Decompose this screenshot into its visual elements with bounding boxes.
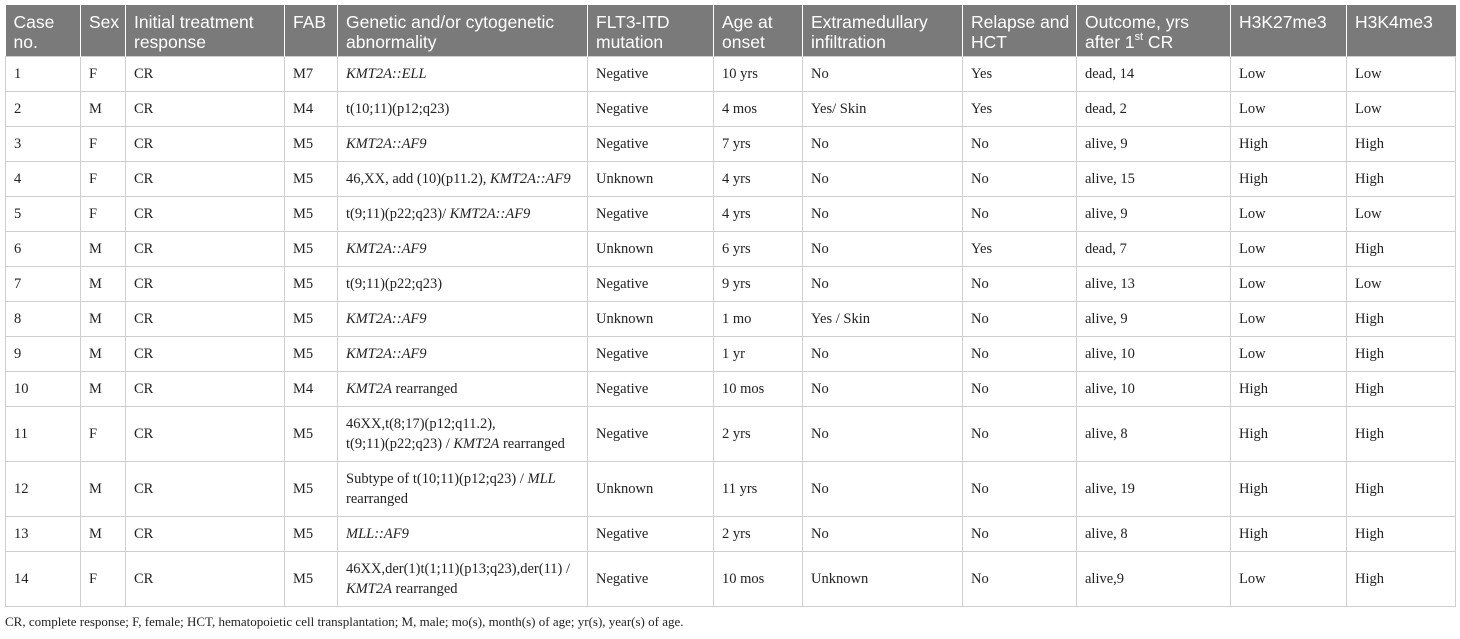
cell-outcome: dead, 14 bbox=[1077, 56, 1231, 91]
gene-name-italic: KMT2A::AF9 bbox=[346, 310, 427, 327]
cell-extramedullary-infiltration: No bbox=[803, 406, 963, 461]
cell-h3k4me3: High bbox=[1347, 551, 1456, 606]
cell-age-at-onset: 6 yrs bbox=[714, 231, 803, 266]
table-row bbox=[6, 56, 1456, 91]
cell-outcome: alive, 9 bbox=[1077, 301, 1231, 336]
cell-genetic-abnormality bbox=[338, 91, 588, 126]
header-h3k4me3: H3K4me3 bbox=[1347, 5, 1456, 56]
gene-name-italic: KMT2A::AF9 bbox=[346, 345, 427, 362]
cell-extramedullary-infiltration: No bbox=[803, 196, 963, 231]
cell-h3k4me3: High bbox=[1347, 126, 1456, 161]
cell-case-no: 12 bbox=[6, 461, 81, 516]
cell-h3k4me3: High bbox=[1347, 516, 1456, 551]
cell-age-at-onset: 2 yrs bbox=[714, 406, 803, 461]
genetic-text: 46XX,t(8;17)(p12;q11.2), bbox=[346, 415, 496, 432]
cell-age-at-onset: 1 mo bbox=[714, 301, 803, 336]
cell-outcome: alive, 10 bbox=[1077, 371, 1231, 406]
cell-relapse-hct: Yes bbox=[963, 56, 1077, 91]
cell-age-at-onset: 4 yrs bbox=[714, 196, 803, 231]
gene-name-italic: KMT2A bbox=[346, 580, 392, 597]
cell-sex: F bbox=[81, 56, 126, 91]
cell-h3k4me3: High bbox=[1347, 461, 1456, 516]
cell-treatment-response: CR bbox=[126, 461, 285, 516]
cell-flt3-itd: Negative bbox=[588, 91, 714, 126]
cell-outcome: alive, 9 bbox=[1077, 196, 1231, 231]
cell-relapse-hct: No bbox=[963, 196, 1077, 231]
cell-treatment-response: CR bbox=[126, 231, 285, 266]
cell-treatment-response: CR bbox=[126, 196, 285, 231]
table-row bbox=[6, 371, 1456, 406]
cell-extramedullary-infiltration: No bbox=[803, 371, 963, 406]
cell-fab: M5 bbox=[285, 196, 338, 231]
cell-relapse-hct: Yes bbox=[963, 91, 1077, 126]
genetic-text: t(10;11)(p12;q23) bbox=[346, 100, 450, 117]
cell-outcome: alive, 15 bbox=[1077, 161, 1231, 196]
header-flt3-itd-mutation: FLT3-ITD mutation bbox=[588, 5, 714, 56]
header-age-at-onset: Age at onset bbox=[714, 5, 803, 56]
cell-h3k4me3: High bbox=[1347, 406, 1456, 461]
cell-h3k27me3: High bbox=[1231, 516, 1347, 551]
cell-genetic-abnormality bbox=[338, 336, 588, 371]
table-row bbox=[6, 91, 1456, 126]
cell-relapse-hct: No bbox=[963, 516, 1077, 551]
cell-treatment-response: CR bbox=[126, 406, 285, 461]
cell-genetic-abnormality bbox=[338, 406, 588, 461]
genetic-text: 46,XX, add (10)(p11.2), bbox=[346, 170, 491, 187]
cell-flt3-itd: Negative bbox=[588, 336, 714, 371]
cell-outcome: alive, 19 bbox=[1077, 461, 1231, 516]
table-row bbox=[6, 551, 1456, 606]
genetic-text: t(9;11)(p22;q23)/ bbox=[346, 205, 450, 222]
gene-name-italic: KMT2A::AF9 bbox=[490, 170, 571, 187]
cell-flt3-itd: Negative bbox=[588, 196, 714, 231]
gene-name-italic: MLL::AF9 bbox=[346, 525, 409, 542]
cell-fab: M5 bbox=[285, 231, 338, 266]
cell-h3k27me3: Low bbox=[1231, 266, 1347, 301]
cell-h3k4me3: High bbox=[1347, 231, 1456, 266]
cell-case-no: 6 bbox=[6, 231, 81, 266]
cell-flt3-itd: Negative bbox=[588, 406, 714, 461]
cell-extramedullary-infiltration: No bbox=[803, 336, 963, 371]
cell-genetic-abnormality bbox=[338, 196, 588, 231]
table-footnote: CR, complete response; F, female; HCT, hematopoietic cell transplantation; M, male; mo(s), month(s) of age; yr(s), year(s) of age. bbox=[5, 613, 684, 629]
cell-case-no: 8 bbox=[6, 301, 81, 336]
cell-fab: M4 bbox=[285, 91, 338, 126]
cell-treatment-response: CR bbox=[126, 516, 285, 551]
cell-relapse-hct: No bbox=[963, 161, 1077, 196]
cell-extramedullary-infiltration: Yes / Skin bbox=[803, 301, 963, 336]
cell-h3k4me3: Low bbox=[1347, 266, 1456, 301]
cell-treatment-response: CR bbox=[126, 551, 285, 606]
cell-treatment-response: CR bbox=[126, 56, 285, 91]
cell-genetic-abnormality bbox=[338, 126, 588, 161]
cell-fab: M7 bbox=[285, 56, 338, 91]
cell-h3k4me3: High bbox=[1347, 301, 1456, 336]
cell-h3k27me3: High bbox=[1231, 406, 1347, 461]
cell-flt3-itd: Negative bbox=[588, 266, 714, 301]
cell-age-at-onset: 10 mos bbox=[714, 551, 803, 606]
header-genetic-abnormality: Genetic and/or cytogenetic abnormality bbox=[338, 5, 588, 56]
table-row bbox=[6, 301, 1456, 336]
genetic-text: t(9;11)(p22;q23) / bbox=[346, 435, 454, 452]
cell-extramedullary-infiltration: No bbox=[803, 461, 963, 516]
cell-h3k4me3: Low bbox=[1347, 91, 1456, 126]
cell-case-no: 14 bbox=[6, 551, 81, 606]
cell-sex: M bbox=[81, 266, 126, 301]
cell-genetic-abnormality bbox=[338, 161, 588, 196]
cell-fab: M5 bbox=[285, 336, 338, 371]
table-row bbox=[6, 336, 1456, 371]
cell-extramedullary-infiltration: No bbox=[803, 266, 963, 301]
cell-flt3-itd: Negative bbox=[588, 56, 714, 91]
genetic-text: 46XX,der(1)t(1;11)(p13;q23),der(11) / bbox=[346, 560, 571, 577]
genetic-text: rearranged bbox=[391, 580, 458, 597]
cell-fab: M5 bbox=[285, 161, 338, 196]
cell-outcome: alive, 8 bbox=[1077, 406, 1231, 461]
cell-treatment-response: CR bbox=[126, 91, 285, 126]
header-h3k27me3: H3K27me3 bbox=[1231, 5, 1347, 56]
cell-sex: F bbox=[81, 406, 126, 461]
cell-h3k27me3: High bbox=[1231, 161, 1347, 196]
cell-extramedullary-infiltration: No bbox=[803, 126, 963, 161]
cell-treatment-response: CR bbox=[126, 126, 285, 161]
cell-age-at-onset: 10 mos bbox=[714, 371, 803, 406]
cell-age-at-onset: 1 yr bbox=[714, 336, 803, 371]
cell-relapse-hct: No bbox=[963, 301, 1077, 336]
cell-case-no: 4 bbox=[6, 161, 81, 196]
cell-flt3-itd: Negative bbox=[588, 516, 714, 551]
cell-h3k27me3: High bbox=[1231, 371, 1347, 406]
cell-relapse-hct: No bbox=[963, 336, 1077, 371]
cell-sex: M bbox=[81, 231, 126, 266]
cell-fab: M4 bbox=[285, 371, 338, 406]
cell-genetic-abnormality bbox=[338, 461, 588, 516]
cell-h3k27me3: Low bbox=[1231, 56, 1347, 91]
cell-flt3-itd: Negative bbox=[588, 126, 714, 161]
gene-name-italic: KMT2A::AF9 bbox=[346, 240, 427, 257]
cell-genetic-abnormality bbox=[338, 516, 588, 551]
cell-case-no: 2 bbox=[6, 91, 81, 126]
table-row bbox=[6, 161, 1456, 196]
cell-outcome: alive, 10 bbox=[1077, 336, 1231, 371]
cell-genetic-abnormality bbox=[338, 266, 588, 301]
cell-flt3-itd: Unknown bbox=[588, 461, 714, 516]
patient-characteristics-table bbox=[5, 5, 1456, 607]
genetic-text: rearranged bbox=[346, 490, 408, 507]
cell-flt3-itd: Unknown bbox=[588, 231, 714, 266]
table-row bbox=[6, 231, 1456, 266]
cell-age-at-onset: 4 mos bbox=[714, 91, 803, 126]
header-case-no: Case no. bbox=[6, 5, 81, 56]
table-body bbox=[6, 56, 1456, 606]
cell-treatment-response: CR bbox=[126, 266, 285, 301]
table-row bbox=[6, 406, 1456, 461]
cell-extramedullary-infiltration: No bbox=[803, 231, 963, 266]
table-row bbox=[6, 126, 1456, 161]
cell-genetic-abnormality bbox=[338, 301, 588, 336]
cell-age-at-onset: 4 yrs bbox=[714, 161, 803, 196]
cell-h3k4me3: High bbox=[1347, 371, 1456, 406]
cell-extramedullary-infiltration: Yes/ Skin bbox=[803, 91, 963, 126]
cell-h3k27me3: Low bbox=[1231, 91, 1347, 126]
cell-genetic-abnormality bbox=[338, 551, 588, 606]
header-outcome: Outcome, yrs after 1st CR bbox=[1077, 5, 1231, 56]
cell-extramedullary-infiltration: No bbox=[803, 516, 963, 551]
cell-relapse-hct: No bbox=[963, 461, 1077, 516]
cell-sex: M bbox=[81, 371, 126, 406]
cell-fab: M5 bbox=[285, 301, 338, 336]
table-row bbox=[6, 196, 1456, 231]
cell-case-no: 11 bbox=[6, 406, 81, 461]
gene-name-italic: KMT2A::AF9 bbox=[449, 205, 531, 222]
cell-case-no: 7 bbox=[6, 266, 81, 301]
cell-outcome: alive, 8 bbox=[1077, 516, 1231, 551]
genetic-text: t(9;11)(p22;q23) bbox=[346, 275, 443, 292]
cell-treatment-response: CR bbox=[126, 371, 285, 406]
cell-sex: M bbox=[81, 301, 126, 336]
cell-case-no: 1 bbox=[6, 56, 81, 91]
cell-relapse-hct: No bbox=[963, 126, 1077, 161]
cell-treatment-response: CR bbox=[126, 301, 285, 336]
cell-sex: M bbox=[81, 461, 126, 516]
cell-extramedullary-infiltration: No bbox=[803, 56, 963, 91]
cell-extramedullary-infiltration: Unknown bbox=[803, 551, 963, 606]
gene-name-italic: KMT2A::ELL bbox=[346, 65, 427, 82]
cell-relapse-hct: No bbox=[963, 406, 1077, 461]
cell-genetic-abnormality bbox=[338, 231, 588, 266]
cell-case-no: 3 bbox=[6, 126, 81, 161]
cell-flt3-itd: Unknown bbox=[588, 161, 714, 196]
genetic-text: rearranged bbox=[391, 380, 458, 397]
header-fab: FAB bbox=[285, 5, 338, 56]
cell-case-no: 13 bbox=[6, 516, 81, 551]
cell-genetic-abnormality bbox=[338, 56, 588, 91]
gene-name-italic: MLL bbox=[527, 470, 556, 487]
cell-case-no: 10 bbox=[6, 371, 81, 406]
header-relapse-and-hct: Relapse and HCT bbox=[963, 5, 1077, 56]
cell-sex: M bbox=[81, 336, 126, 371]
cell-age-at-onset: 11 yrs bbox=[714, 461, 803, 516]
cell-relapse-hct: No bbox=[963, 551, 1077, 606]
header-extramedullary-infiltration: Extramedullary infiltration bbox=[803, 5, 963, 56]
cell-fab: M5 bbox=[285, 551, 338, 606]
table-header-row bbox=[6, 5, 1456, 56]
cell-age-at-onset: 10 yrs bbox=[714, 56, 803, 91]
cell-flt3-itd: Unknown bbox=[588, 301, 714, 336]
cell-flt3-itd: Negative bbox=[588, 371, 714, 406]
cell-fab: M5 bbox=[285, 266, 338, 301]
cell-relapse-hct: No bbox=[963, 266, 1077, 301]
cell-outcome: dead, 7 bbox=[1077, 231, 1231, 266]
cell-relapse-hct: Yes bbox=[963, 231, 1077, 266]
genetic-text: Subtype of t(10;11)(p12;q23) / bbox=[346, 470, 528, 487]
cell-h3k27me3: High bbox=[1231, 461, 1347, 516]
cell-fab: M5 bbox=[285, 461, 338, 516]
cell-h3k27me3: High bbox=[1231, 126, 1347, 161]
cell-age-at-onset: 2 yrs bbox=[714, 516, 803, 551]
cell-case-no: 9 bbox=[6, 336, 81, 371]
cell-outcome: dead, 2 bbox=[1077, 91, 1231, 126]
genetic-text: rearranged bbox=[499, 435, 565, 452]
cell-h3k27me3: Low bbox=[1231, 196, 1347, 231]
cell-genetic-abnormality bbox=[338, 371, 588, 406]
gene-name-italic: KMT2A::AF9 bbox=[346, 135, 427, 152]
cell-age-at-onset: 9 yrs bbox=[714, 266, 803, 301]
cell-sex: F bbox=[81, 551, 126, 606]
cell-fab: M5 bbox=[285, 126, 338, 161]
header-sex: Sex bbox=[81, 5, 126, 56]
cell-h3k4me3: High bbox=[1347, 161, 1456, 196]
cell-outcome: alive, 9 bbox=[1077, 126, 1231, 161]
cell-h3k4me3: Low bbox=[1347, 56, 1456, 91]
table-container bbox=[5, 5, 1455, 630]
cell-sex: F bbox=[81, 196, 126, 231]
cell-fab: M5 bbox=[285, 516, 338, 551]
cell-h3k27me3: Low bbox=[1231, 551, 1347, 606]
cell-extramedullary-infiltration: No bbox=[803, 161, 963, 196]
cell-outcome: alive, 13 bbox=[1077, 266, 1231, 301]
cell-h3k4me3: Low bbox=[1347, 196, 1456, 231]
gene-name-italic: KMT2A bbox=[453, 435, 500, 452]
cell-outcome: alive,9 bbox=[1077, 551, 1231, 606]
cell-case-no: 5 bbox=[6, 196, 81, 231]
cell-h3k27me3: Low bbox=[1231, 336, 1347, 371]
table-row bbox=[6, 266, 1456, 301]
header-initial-treatment-response: Initial treatment response bbox=[126, 5, 285, 56]
cell-h3k27me3: Low bbox=[1231, 231, 1347, 266]
cell-treatment-response: CR bbox=[126, 336, 285, 371]
cell-h3k4me3: High bbox=[1347, 336, 1456, 371]
cell-treatment-response: CR bbox=[126, 161, 285, 196]
table-row bbox=[6, 461, 1456, 516]
cell-sex: F bbox=[81, 161, 126, 196]
cell-sex: M bbox=[81, 91, 126, 126]
gene-name-italic: KMT2A bbox=[346, 380, 392, 397]
cell-age-at-onset: 7 yrs bbox=[714, 126, 803, 161]
cell-h3k27me3: Low bbox=[1231, 301, 1347, 336]
cell-sex: M bbox=[81, 516, 126, 551]
cell-flt3-itd: Negative bbox=[588, 551, 714, 606]
table-row bbox=[6, 516, 1456, 551]
cell-sex: F bbox=[81, 126, 126, 161]
cell-fab: M5 bbox=[285, 406, 338, 461]
cell-relapse-hct: No bbox=[963, 371, 1077, 406]
